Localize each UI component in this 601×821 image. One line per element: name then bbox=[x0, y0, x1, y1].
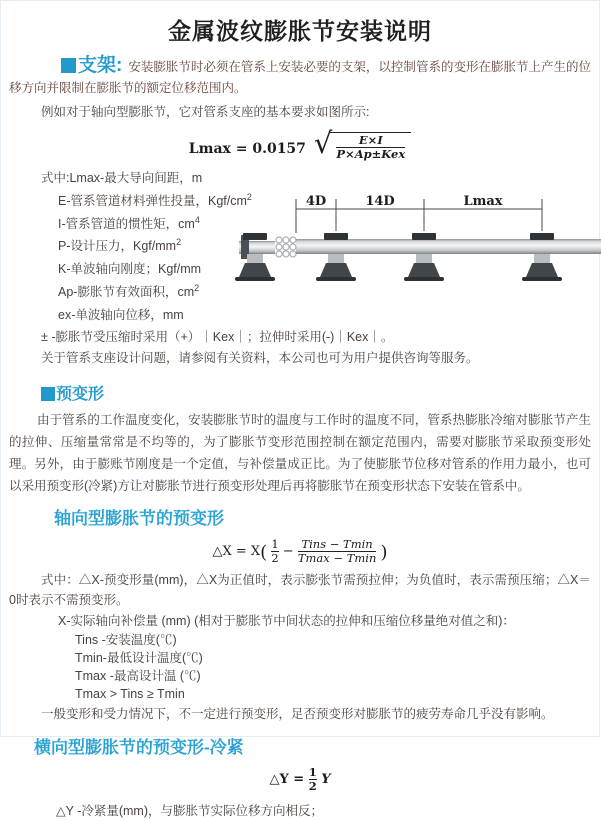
dimension-lines bbox=[296, 199, 542, 233]
predeform-section-heading: 预变形 bbox=[41, 381, 599, 404]
support-example-line: 例如对于轴向型膨胀节，它对管系支座的基本要求如图所示: bbox=[41, 105, 370, 119]
temperature-fraction: $\frac{\text{Tins − Tmin}}{Tmax - Tmin}$ bbox=[297, 537, 377, 566]
definition-row: Tmax -最高设计温 (℃) bbox=[75, 669, 201, 684]
page-title: 金属波纹膨胀节安装说明 bbox=[168, 18, 432, 44]
consulting-note: 关于管系支座设计问题，请参阅有关资料，本公司也可为用户提供咨询等服务。 bbox=[41, 350, 479, 365]
support-intro-text: 安装膨胀节时必须在管系上安装必要的支架，以控制管系的变形在膨胀节上产生的位移方向并限制在膨胀节的额定位移范围内。 bbox=[9, 60, 591, 95]
definition-row: X-实际轴向补偿量 (mm) (相对于膨胀节中间状态的拉伸和压缩位移量绝对值之和)： bbox=[58, 614, 515, 629]
bellows-icon bbox=[276, 237, 296, 257]
axial-variable-definitions bbox=[58, 612, 599, 703]
dim-label-14d: 14D bbox=[365, 194, 395, 209]
lmax-formula-lhs: Lmax = 0.0157 bbox=[188, 141, 306, 157]
predeform-paragraph: 由于管系的工作温度变化，安装膨胀节时的温度与工作时的温度不同，管系热膨胀冷缩对膨胀节产生的拉伸、压缩量常常是不均等的，为了膨胀节变形范围控制在额定范围内，需要对膨胀节采取预变形处理。另外，由于膨账节刚度是一个定值，与补偿量成正比。为了使膨胀节位移对管系的作用力最小，也可以采用预变形(冷紧)方让对膨胀节进行预变形处理后再将膨胀节在预变形状态下安装在管系中。 bbox=[9, 413, 591, 494]
axial-formula-note: 式中：△X-预变形量(mm)，△X为正值时，表示膨张节需预拉伸；为负值时，表示需预压缩；△X＝0时表示不需预变形。 bbox=[9, 573, 591, 607]
lateral-formula: △Y = $\frac{1}{2}$ Y bbox=[269, 764, 331, 793]
definition-row: ex-单波轴向位移，mm bbox=[58, 307, 184, 322]
radical bbox=[313, 126, 411, 161]
pipe-support-diagram bbox=[239, 191, 601, 291]
definition-row: Tmax > Tins ≥ Tmin bbox=[75, 687, 185, 702]
dim-label-lmax: Lmax bbox=[463, 194, 503, 209]
definition-row: E-管系管道材料弹性投量，Kgf/$cm^2$ bbox=[58, 191, 252, 208]
half-fraction: $\frac{1}{2}$ bbox=[271, 537, 279, 566]
half-fraction: $\frac{1}{2}$ bbox=[308, 764, 317, 793]
definition-row: Tins -安装温度(℃) bbox=[75, 632, 177, 647]
definition-row: I-管系管道的惯性矩，$cm^4$ bbox=[58, 214, 200, 231]
pipe bbox=[296, 239, 601, 254]
definition-row: 式中:Lmax-最大导向间距，m bbox=[41, 171, 203, 186]
axial-formula: △X = X( $\frac{1}{2}$ − $\frac{\text{Tins − Tmin}}{Tmax - Tmin}$ ) bbox=[212, 537, 388, 566]
definition-row: Ap-膨胀节有效面积，$cm^2$ bbox=[58, 282, 200, 299]
axial-subheading: 轴向型膨胀节的预变形 bbox=[54, 509, 224, 529]
lateral-note: △Y -冷紧量(mm)，与膨胀节实际位移方向相反； bbox=[56, 803, 324, 818]
axial-remark: 一般变形和受力情况下，不一定进行预变形，足否预变形对膨胀节的疲劳寿命几乎没有影响。 bbox=[41, 706, 554, 721]
lmax-formula bbox=[1, 126, 599, 161]
kex-note: ± -膨胀节受压缩时采用（+）｜Kex｜；拉伸时采用(-)｜Kex｜。 bbox=[41, 330, 394, 345]
dim-label-4d: 4D bbox=[305, 194, 327, 209]
support-intro-paragraph bbox=[9, 55, 591, 99]
lateral-subheading: 横向型膨胀节的预变形-冷紧 bbox=[34, 737, 244, 757]
definition-row: K-单波轴向刚度；Kgf/mm bbox=[58, 262, 202, 277]
definition-row: Tmin-最低设计温度(℃) bbox=[75, 650, 203, 665]
section-marker-icon bbox=[61, 58, 76, 73]
radical-sign-icon: √ bbox=[313, 126, 333, 160]
section-marker-icon bbox=[41, 387, 55, 401]
lmax-fraction: $\frac{E\times I}{\text{P×Ap±Kex}}$ bbox=[336, 133, 406, 161]
definition-row: P-设计压力，Kgf/$mm^2$ bbox=[58, 237, 182, 254]
support-section-heading: 支架: bbox=[78, 55, 123, 76]
